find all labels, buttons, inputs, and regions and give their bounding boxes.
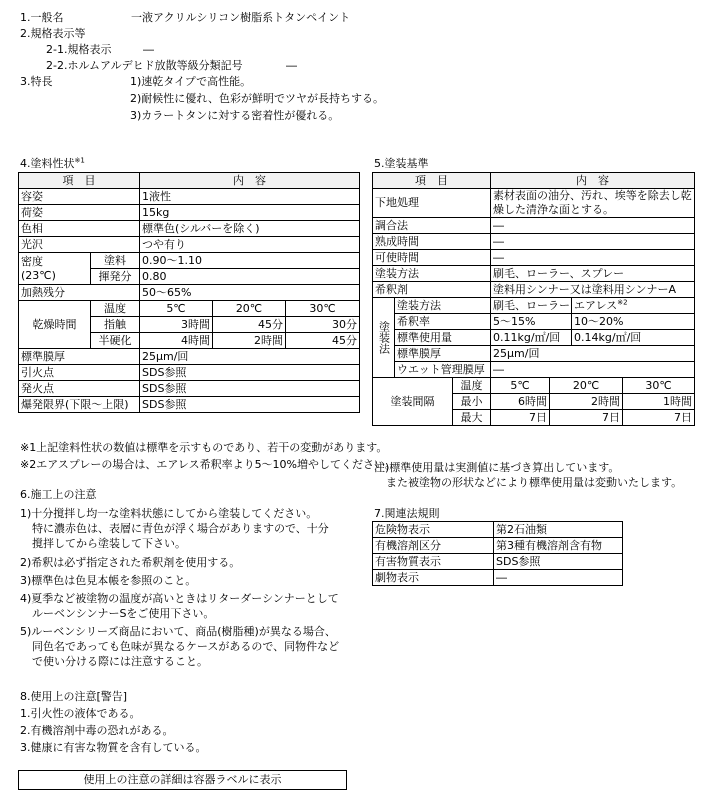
interval-temp: 20℃ [550, 378, 623, 394]
precaution-line: 2)希釈は必ず指定された希釈剤を使用する。 [20, 556, 241, 569]
coating-row-label: 可使時間 [373, 250, 491, 266]
coating-row-value: 刷毛、ローラー、スプレー [491, 266, 695, 282]
density-sub-label: 塗料 [91, 253, 140, 269]
drying-sub-label: 半硬化 [91, 333, 140, 349]
props-row-label: 標準膜厚 [19, 349, 140, 365]
density-value: 0.90～1.10 [140, 253, 360, 269]
coating-method-value: 10～20% [572, 314, 695, 330]
spec-2-label: 2-2.ホルムアルデヒド放散等級分類記号 [46, 59, 243, 72]
coating-row-label: 希釈剤 [373, 282, 491, 298]
props-row-label: 発火点 [19, 381, 140, 397]
laws-value: 第3種有機溶剤含有物 [494, 538, 623, 554]
coating-table [372, 172, 695, 426]
props-row-label: 荷姿 [19, 205, 140, 221]
props-row-label: 引火点 [19, 365, 140, 381]
density-value: 0.80 [140, 269, 360, 285]
props-note: ※2エアスプレーの場合は、エアレス希釈率より5～10%増やしてください。 [20, 458, 397, 471]
props-title: 4.塗料性状$^{※1}$ [20, 156, 85, 170]
density-sub-label: 揮発分 [91, 269, 140, 285]
coating-method-row-label: 標準膜厚 [395, 346, 491, 362]
props-row-label: 光沢 [19, 237, 140, 253]
props-row-label: 容姿 [19, 189, 140, 205]
laws-value: 第2石油類 [494, 522, 623, 538]
interval-sub-label: 最大 [453, 410, 491, 426]
coating-interval-label: 塗装間隔 [373, 378, 453, 426]
footer-notice-box: 使用上の注意の詳細は容器ラベルに表示 [18, 770, 347, 790]
props-row-label: 爆発限界(下限～上限) [19, 397, 140, 413]
laws-label: 劇物表示 [373, 570, 494, 586]
precaution-line: 撹拌してから塗装して下さい。 [32, 537, 186, 550]
coating-method-value: 刷毛、ローラー [491, 298, 572, 314]
coating-row-value: 素材表面の油分、汚れ、埃等を除去し乾燥した清浄な面とする。 [491, 189, 695, 218]
precaution-line: 特に濃赤色は、表層に青色が浮く場合がありますので、十分 [32, 522, 329, 535]
coating-method-value: 0.11kg/㎡/回 [491, 330, 572, 346]
drying-temp: 20℃ [213, 301, 286, 317]
interval-value: 7日 [550, 410, 623, 426]
coating-row-value: ― [491, 218, 695, 234]
props-row-label: 加熱残分 [19, 285, 140, 301]
interval-sub-label: 最小 [453, 394, 491, 410]
drying-value: 30分 [286, 317, 360, 333]
props-row-value: SDS参照 [140, 381, 360, 397]
usage-item: 2.有機溶剤中毒の恐れがある。 [20, 724, 174, 737]
density-label: 密度 (23℃) [19, 253, 91, 285]
props-header-item: 項 目 [19, 173, 140, 189]
drying-value: 45分 [286, 333, 360, 349]
interval-value: 1時間 [623, 394, 695, 410]
precaution-line: 5)ルーベンシリーズ商品において、商品(樹脂種)が異なる場合、 [20, 625, 336, 638]
usage-item: 1.引火性の液体である。 [20, 707, 141, 720]
feature-item: 1)速乾タイプで高性能。 [130, 75, 252, 88]
coating-method-row-label: ウエット管理膜厚 [395, 362, 491, 378]
interval-temp: 5℃ [491, 378, 550, 394]
props-row-value: SDS参照 [140, 365, 360, 381]
general-value: 一液アクリルシリコン樹脂系トタンペイント [131, 11, 351, 24]
interval-value: 7日 [623, 410, 695, 426]
drying-sub-label: 指触 [91, 317, 140, 333]
laws-table [372, 521, 623, 586]
props-row-value: 1液性 [140, 189, 360, 205]
coating-row-label: 下地処理 [373, 189, 491, 218]
drying-value: 2時間 [213, 333, 286, 349]
drying-temp: 30℃ [286, 301, 360, 317]
coating-method-row-label: 塗装方法 [395, 298, 491, 314]
coating-note: 注)標準使用量は実測値に基づき算出しています。 [374, 461, 620, 474]
usage-title: 8.使用上の注意[警告] [20, 690, 128, 703]
coating-method-row-label: 標準使用量 [395, 330, 491, 346]
coating-row-value: ― [491, 250, 695, 266]
interval-value: 2時間 [550, 394, 623, 410]
coating-method-row-label: 希釈率 [395, 314, 491, 330]
laws-label: 有機溶剤区分 [373, 538, 494, 554]
general-label: 1.一般名 [20, 11, 64, 24]
coating-method-value: エアレス$^{※2}$ [572, 298, 695, 314]
laws-value: SDS参照 [494, 554, 623, 570]
precautions-title: 6.施工上の注意 [20, 488, 97, 501]
spec-1-value: ― [143, 43, 154, 56]
coating-method-label: 塗装法 [373, 298, 395, 378]
props-row-value: SDS参照 [140, 397, 360, 413]
laws-title: 7.関連法規則 [374, 507, 440, 520]
feature-item: 3)カラートタンに対する密着性が優れる。 [130, 109, 340, 122]
coating-row-label: 熟成時間 [373, 234, 491, 250]
spec-2-value: ― [286, 59, 297, 72]
coating-method-value: 5～15% [491, 314, 572, 330]
spec-label: 2.規格表示等 [20, 27, 86, 40]
props-note: ※1上記塗料性状の数値は標準を示すものであり、若干の変動があります。 [20, 441, 388, 454]
interval-temp: 30℃ [623, 378, 695, 394]
drying-value: 4時間 [140, 333, 213, 349]
coating-title: 5.塗装基準 [374, 157, 429, 170]
usage-item: 3.健康に有害な物質を含有している。 [20, 741, 207, 754]
precaution-line: 1)十分撹拌し均一な塗料状態にしてから塗装してください。 [20, 507, 318, 520]
props-row-value: 15kg [140, 205, 360, 221]
coating-row-value: ― [491, 234, 695, 250]
precaution-line: ルーベンシンナーSをご使用下さい。 [32, 607, 215, 620]
interval-value: 6時間 [491, 394, 550, 410]
coating-header-content: 内 容 [491, 173, 695, 189]
precaution-line: 4)夏季など被塗物の温度が高いときはリターダーシンナーとして [20, 592, 339, 605]
drying-temp: 5℃ [140, 301, 213, 317]
coating-method-value: ― [491, 362, 695, 378]
drying-sub-label: 温度 [91, 301, 140, 317]
interval-value: 7日 [491, 410, 550, 426]
feature-item: 2)耐候性に優れ、色彩が鮮明でツヤが長持ちする。 [130, 92, 384, 105]
precaution-line: 3)標準色は色見本帳を参照のこと。 [20, 574, 197, 587]
coating-note: また被塗物の形状などにより標準使用量は変動いたします。 [386, 476, 683, 489]
coating-method-value: 25μm/回 [491, 346, 695, 362]
drying-value: 3時間 [140, 317, 213, 333]
drying-time-label: 乾燥時間 [19, 301, 91, 349]
props-row-label: 色相 [19, 221, 140, 237]
laws-label: 危険物表示 [373, 522, 494, 538]
precaution-line: で使い分ける際には注意すること。 [32, 655, 208, 668]
coating-row-label: 調合法 [373, 218, 491, 234]
laws-value: ― [494, 570, 623, 586]
props-row-value: つや有り [140, 237, 360, 253]
spec-1-label: 2-1.規格表示 [46, 43, 112, 56]
props-row-value: 50～65% [140, 285, 360, 301]
coating-header-item: 項 目 [373, 173, 491, 189]
drying-value: 45分 [213, 317, 286, 333]
coating-method-value: 0.14kg/㎡/回 [572, 330, 695, 346]
features-label: 3.特長 [20, 75, 53, 88]
props-row-value: 標準色(シルバーを除く) [140, 221, 360, 237]
laws-label: 有害物質表示 [373, 554, 494, 570]
props-header-content: 内 容 [140, 173, 360, 189]
interval-sub-label: 温度 [453, 378, 491, 394]
coating-row-value: 塗料用シンナー又は塗料用シンナーA [491, 282, 695, 298]
precaution-line: 同色名であっても色味が異なるケースがあるので、同物件など [32, 640, 340, 653]
props-row-value: 25μm/回 [140, 349, 360, 365]
props-table [18, 172, 360, 413]
coating-row-label: 塗装方法 [373, 266, 491, 282]
